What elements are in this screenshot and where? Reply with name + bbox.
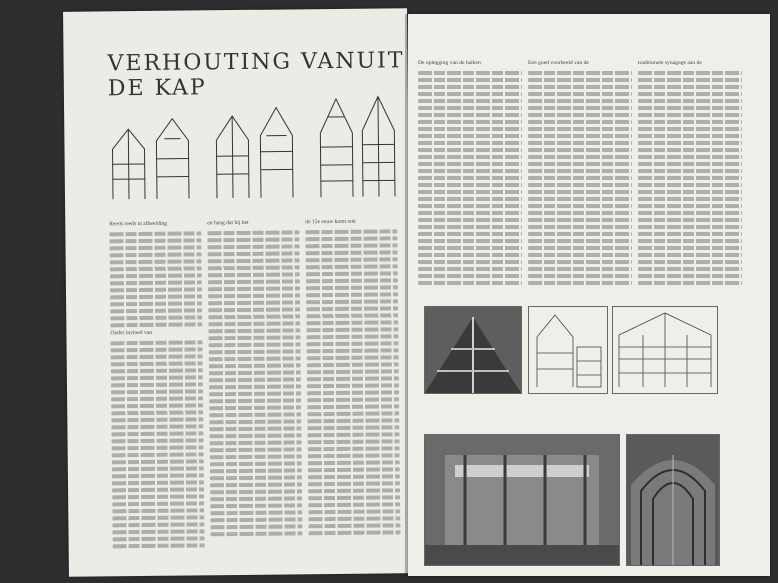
- text-column-3: [305, 218, 400, 549]
- photo-vaulted-hall: [626, 434, 720, 566]
- right-text-column-2: [528, 60, 632, 310]
- diagram-1: [112, 129, 145, 199]
- diagram-section-drawing: [528, 306, 608, 394]
- left-page: [63, 8, 413, 577]
- right-text-column-3: [638, 60, 742, 310]
- column-2-text: en hang dat bij het: [207, 219, 249, 227]
- column-1-text: Reeds reeds in afbeelding: [109, 220, 167, 228]
- right-column-3-text: traditionele synagoge aan de: [638, 60, 702, 66]
- diagram-2: [156, 119, 189, 199]
- text-column-1: [109, 220, 204, 551]
- diagram-6: [362, 96, 395, 196]
- house-section-diagrams: [104, 86, 405, 209]
- right-page: [408, 14, 770, 576]
- right-column-1-text: De oplegging van de balken: [418, 60, 481, 66]
- right-column-2-text: Een goed voorbeeld van de: [528, 60, 589, 66]
- text-column-2: [207, 219, 302, 550]
- diagram-4: [260, 107, 293, 197]
- column-3-text: de 15e eeuw komt ook: [305, 218, 356, 226]
- diagram-5: [320, 99, 353, 197]
- diagram-3: [216, 116, 249, 198]
- page-heading: VERHOUTING VANUIT DE KAP: [107, 48, 405, 102]
- column-1-text-b: Onder invloed van: [110, 329, 153, 337]
- photo-roof-timbers: [424, 306, 522, 394]
- diagram-floor-plan: [612, 306, 718, 394]
- photo-interior-attic: [424, 434, 620, 566]
- right-text-column-1: [418, 60, 522, 310]
